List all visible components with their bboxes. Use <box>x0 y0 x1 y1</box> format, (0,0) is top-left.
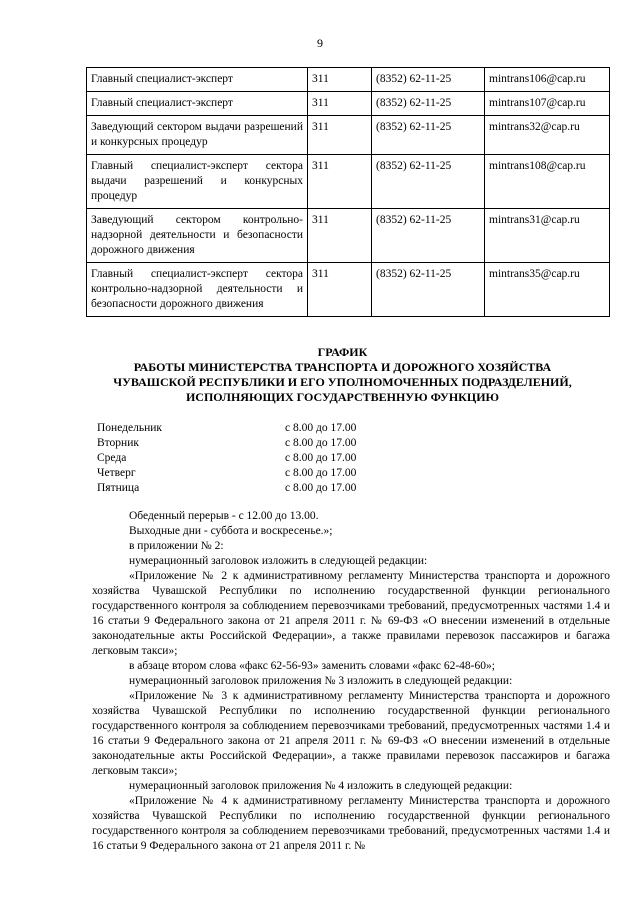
room-cell: 311 <box>308 209 372 263</box>
position-cell: Заведующий сектором выдачи разрешений и конкурсных процедур <box>87 116 308 155</box>
hours-value: с 8.00 до 17.00 <box>285 422 357 434</box>
weekday: Понедельник <box>97 422 162 434</box>
paragraph: Обеденный перерыв - с 12.00 до 13.00. <box>129 510 319 522</box>
position-cell: Главный специалист-эксперт сектора контрольно-надзорной деятельности и безопасности дорожного движения <box>87 263 308 317</box>
email-cell: mintrans106@cap.ru <box>485 68 610 92</box>
working-hours-list <box>97 421 397 496</box>
table-row <box>87 263 610 317</box>
phone-cell: (8352) 62-11-25 <box>372 92 485 116</box>
schedule-title-line: ГРАФИК <box>317 345 368 359</box>
hours-value: с 8.00 до 17.00 <box>285 437 357 449</box>
room-cell: 311 <box>308 155 372 209</box>
hours-row <box>97 436 397 451</box>
email-cell: mintrans35@cap.ru <box>485 263 610 317</box>
position-cell: Главный специалист-эксперт <box>87 68 308 92</box>
table-row <box>87 92 610 116</box>
schedule-title-line: ЧУВАШСКОЙ РЕСПУБЛИКИ И ЕГО УПОЛНОМОЧЕННЫХ ПОДРАЗДЕЛЕНИЙ, <box>113 375 572 389</box>
paragraph: Выходные дни - суббота и воскресенье.»; <box>129 525 333 537</box>
hours-row <box>97 421 397 436</box>
position-cell: Заведующий сектором контрольно-надзорной деятельности и безопасности дорожного движения <box>87 209 308 263</box>
room-cell: 311 <box>308 68 372 92</box>
email-cell: mintrans107@cap.ru <box>485 92 610 116</box>
table-row <box>87 68 610 92</box>
phone-cell: (8352) 62-11-25 <box>372 155 485 209</box>
weekday: Вторник <box>97 437 139 449</box>
schedule-title-line: ИСПОЛНЯЮЩИХ ГОСУДАРСТВЕННУЮ ФУНКЦИЮ <box>185 390 500 404</box>
weekday: Пятница <box>97 482 140 494</box>
paragraph: нумерационный заголовок приложения № 4 изложить в следующей редакции: <box>129 780 513 792</box>
paragraph: «Приложение № 3 к административному регламенту Министерства транспорта и дорожного хозяйства Чувашской Республики по исполнению государственной функции регионального государственного контроля за соблюдением перевозчиками требований, предусмотренных частями 1.4 и 16 статьи 9 Федерального закона от 21 апреля 2011 г. № 69-ФЗ «О внесении изменений в отдельные законодательные акты Российской Федерации», а также правилами перевозок пассажиров и багажа легковым такси»; <box>92 690 610 777</box>
position-cell: Главный специалист-эксперт <box>87 92 308 116</box>
phone-cell: (8352) 62-11-25 <box>372 116 485 155</box>
table-row <box>87 155 610 209</box>
phone-cell: (8352) 62-11-25 <box>372 209 485 263</box>
paragraph: в абзаце втором слова «факс 62-56-93» заменить словами «факс 62-48-60»; <box>129 660 495 672</box>
phone-cell: (8352) 62-11-25 <box>372 68 485 92</box>
paragraph: нумерационный заголовок приложения № 3 изложить в следующей редакции: <box>129 675 513 687</box>
paragraph: «Приложение № 2 к административному регламенту Министерства транспорта и дорожного хозяйства Чувашской Республики по исполнению государственной функции регионального государственного контроля за соблюдением перевозчиками требований, предусмотренных частями 1.4 и 16 статьи 9 Федерального закона от 21 апреля 2011 г. № 69-ФЗ «О внесении изменений в отдельные законодательные акты Российской Федерации», а также правилами перевозок пассажиров и багажа легковым такси»; <box>92 570 610 657</box>
paragraph: «Приложение № 4 к административному регламенту Министерства транспорта и дорожного хозяйства Чувашской Республики по исполнению государственной функции регионального государственного контроля за соблюдением перевозчиками требований, предусмотренных частями 1.4 и 16 статьи 9 Федерального закона от 21 апреля 2011 г. № <box>92 795 610 852</box>
paragraph: нумерационный заголовок изложить в следующей редакции: <box>129 555 428 567</box>
email-cell: mintrans108@cap.ru <box>485 155 610 209</box>
email-cell: mintrans31@cap.ru <box>485 209 610 263</box>
table-row <box>87 116 610 155</box>
position-cell: Главный специалист-эксперт сектора выдачи разрешений и конкурсных процедур <box>87 155 308 209</box>
document-body <box>92 509 610 854</box>
hours-value: с 8.00 до 17.00 <box>285 452 357 464</box>
table-row <box>87 209 610 263</box>
hours-value: с 8.00 до 17.00 <box>285 467 357 479</box>
weekday: Среда <box>97 452 127 464</box>
schedule-title <box>60 345 625 405</box>
hours-row <box>97 451 397 466</box>
schedule-title-line: РАБОТЫ МИНИСТЕРСТВА ТРАНСПОРТА И ДОРОЖНОГО ХОЗЯЙСТВА <box>133 360 552 374</box>
hours-row <box>97 466 397 481</box>
weekday: Четверг <box>97 467 136 479</box>
phone-cell: (8352) 62-11-25 <box>372 263 485 317</box>
hours-row <box>97 481 397 496</box>
email-cell: mintrans32@cap.ru <box>485 116 610 155</box>
page-number: 9 <box>317 36 323 50</box>
hours-value: с 8.00 до 17.00 <box>285 482 357 494</box>
room-cell: 311 <box>308 92 372 116</box>
room-cell: 311 <box>308 263 372 317</box>
paragraph: в приложении № 2: <box>129 540 224 552</box>
contacts-table <box>86 67 610 317</box>
room-cell: 311 <box>308 116 372 155</box>
